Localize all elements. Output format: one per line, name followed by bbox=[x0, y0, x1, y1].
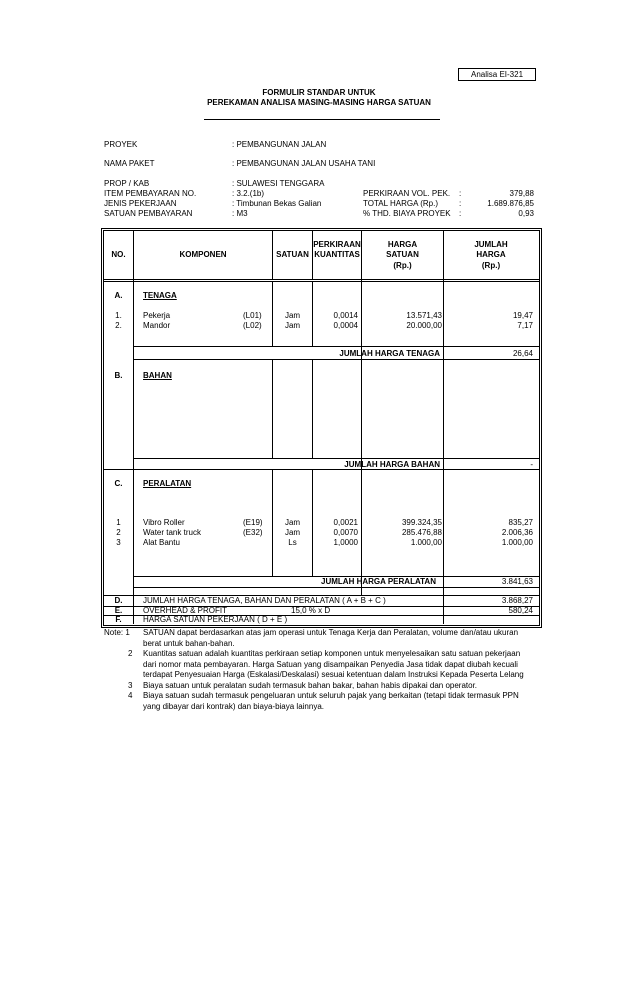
paket-label: NAMA PAKET bbox=[104, 159, 155, 168]
row-total: 1.000,00 bbox=[501, 538, 533, 547]
row-qty: 0,0014 bbox=[333, 311, 358, 320]
pct-value: 0,93 bbox=[518, 209, 534, 218]
subtotal-peralatan-label: JUMLAH HARGA PERALATAN bbox=[321, 577, 436, 586]
item-label: ITEM PEMBAYARAN NO. bbox=[104, 189, 197, 198]
col-header-harga-satuan: SATUAN bbox=[386, 250, 419, 259]
summary-e-formula: 15,0 % x D bbox=[291, 606, 331, 615]
col-header-satuan: SATUAN bbox=[276, 250, 309, 259]
summary-f-label: HARGA SATUAN PEKERJAAN ( D + E ) bbox=[143, 615, 288, 624]
section-b-title: BAHAN bbox=[143, 371, 172, 380]
row-name: Mandor bbox=[143, 321, 171, 330]
row-total: 835,27 bbox=[508, 518, 533, 527]
section-c-title: PERALATAN bbox=[143, 479, 192, 488]
pct-label: % THD. BIAYA PROYEK bbox=[363, 209, 451, 218]
subtotal-bahan-value: - bbox=[530, 460, 533, 469]
note-3: Biaya satuan untuk peralatan sudah termasuk bahan bakar, bahan habis dipakai dan operator. bbox=[143, 681, 478, 690]
summary-d-value: 3.868,27 bbox=[501, 596, 533, 605]
title-divider bbox=[204, 119, 440, 120]
summary-d-label: JUMLAH HARGA TENAGA, BAHAN DAN PERALATAN ( A + B + C ) bbox=[143, 596, 386, 605]
note-4: Biaya satuan sudah termasuk pengeluaran untuk seluruh pajak yang berkaitan (tetapi tidak termasuk PPN yang dibayar dari kontrak) dan biaya-biaya lainnya. bbox=[143, 691, 519, 711]
row-total: 19,47 bbox=[512, 311, 533, 320]
vol-colon: : bbox=[459, 189, 462, 198]
vol-label: PERKIRAAN VOL. PEK. bbox=[363, 189, 451, 198]
row-qty: 0,0004 bbox=[333, 321, 358, 330]
subtotal-tenaga-value: 26,64 bbox=[512, 349, 533, 358]
row-qty: 0,0070 bbox=[333, 528, 358, 537]
section-a-letter: A. bbox=[114, 291, 123, 300]
subtotal-tenaga-label: JUMLAH HARGA TENAGA bbox=[339, 349, 440, 358]
col-header-kuantitas: KUANTITAS bbox=[314, 250, 360, 259]
note-1: SATUAN dapat berdasarkan atas jam operasi untuk Tenaga Kerja dan Peralatan, volume dan/atau ukuran berat untuk bahan-bahan. bbox=[143, 628, 519, 648]
summary-e-label: OVERHEAD & PROFIT bbox=[143, 606, 228, 615]
row-no: 2. bbox=[115, 321, 122, 330]
note-2: Kuantitas satuan adalah kuantitas perkiraan setiap komponen untuk menyelesaikan satu satuan pekerjaan dari nomor mata pembayaran. Harga Satuan yang disampaikan Penyedia Jasa tidak dapat diubah kecuali terdapat Penyesuaian Harga (Eskalasi/Deskalasi) sesuai ketentuan dalam Instruksi Kepada Peserta Lelang bbox=[143, 649, 524, 679]
row-code: (L01) bbox=[243, 311, 262, 320]
row-name: Alat Bantu bbox=[143, 538, 180, 547]
row-name: Water tank truck bbox=[143, 528, 201, 537]
col-header-jumlah: JUMLAH bbox=[474, 240, 508, 249]
paket-value: : PEMBANGUNAN JALAN USAHA TANI bbox=[232, 159, 376, 168]
col-header-harga-rp: (Rp.) bbox=[393, 261, 412, 270]
section-b-letter: B. bbox=[114, 371, 123, 380]
row-no: 1. bbox=[115, 311, 122, 320]
row-no: 3 bbox=[116, 538, 121, 547]
row-qty: 0,0021 bbox=[333, 518, 358, 527]
section-c-letter: C. bbox=[114, 479, 123, 488]
row-price: 285.476,88 bbox=[401, 528, 442, 537]
item-value: : 3.2.(1b) bbox=[232, 189, 265, 198]
jenis-value: : Timbunan Bekas Galian bbox=[232, 199, 322, 208]
row-total: 2.006,36 bbox=[501, 528, 533, 537]
col-header-harga: HARGA bbox=[387, 240, 418, 249]
row-price: 20.000,00 bbox=[406, 321, 442, 330]
total-value: 1.689.876,85 bbox=[487, 199, 534, 208]
note-num-4: 4 bbox=[128, 691, 133, 700]
subtotal-bahan-label: JUMLAH HARGA BAHAN bbox=[344, 460, 440, 469]
col-header-no: NO. bbox=[111, 250, 126, 259]
total-colon: : bbox=[459, 199, 462, 208]
subtotal-peralatan-value: 3.841,63 bbox=[501, 577, 533, 586]
form-title: FORMULIR STANDAR UNTUK bbox=[262, 88, 376, 97]
row-price: 399.324,35 bbox=[401, 518, 442, 527]
row-name: Pekerja bbox=[143, 311, 171, 320]
vol-value: 379,88 bbox=[509, 189, 534, 198]
summary-d-letter: D. bbox=[114, 596, 123, 605]
col-header-jumlah-rp: (Rp.) bbox=[481, 261, 501, 270]
proyek-label: PROYEK bbox=[104, 140, 138, 149]
summary-f-letter: F. bbox=[115, 615, 122, 624]
row-code: (E32) bbox=[243, 528, 263, 537]
pct-colon: : bbox=[459, 209, 462, 218]
table-inner-border bbox=[103, 230, 540, 626]
row-code: (L02) bbox=[243, 321, 262, 330]
note-num-3: 3 bbox=[128, 681, 133, 690]
reference-code: Analisa EI-321 bbox=[458, 68, 536, 81]
notes-prefix: Note: 1 bbox=[104, 628, 130, 637]
row-no: 2 bbox=[116, 528, 121, 537]
jenis-label: JENIS PEKERJAAN bbox=[104, 199, 177, 208]
summary-e-letter: E. bbox=[114, 606, 123, 615]
row-unit: Jam bbox=[284, 518, 301, 527]
row-qty: 1,0000 bbox=[333, 538, 358, 547]
row-unit: Jam bbox=[284, 528, 301, 537]
prop-value: : SULAWESI TENGGARA bbox=[232, 179, 325, 188]
proyek-value: : PEMBANGUNAN JALAN bbox=[232, 140, 327, 149]
col-header-jumlah-harga: HARGA bbox=[476, 250, 506, 259]
satuan-label: SATUAN PEMBAYARAN bbox=[104, 209, 193, 218]
row-total: 7,17 bbox=[517, 321, 533, 330]
summary-e-value: 580,24 bbox=[508, 606, 533, 615]
row-unit: Ls bbox=[288, 538, 297, 547]
col-header-perkiraan: PERKIRAAN bbox=[313, 240, 361, 249]
row-name: Vibro Roller bbox=[143, 518, 185, 527]
satuan-value: : M3 bbox=[232, 209, 248, 218]
row-unit: Jam bbox=[284, 311, 301, 320]
col-header-komponen: KOMPONEN bbox=[179, 250, 227, 259]
row-price: 1.000,00 bbox=[410, 538, 442, 547]
prop-label: PROP / KAB bbox=[104, 179, 150, 188]
row-no: 1 bbox=[116, 518, 121, 527]
row-unit: Jam bbox=[284, 321, 301, 330]
form-subtitle: PEREKAMAN ANALISA MASING-MASING HARGA SATUAN bbox=[207, 98, 431, 107]
row-code: (E19) bbox=[243, 518, 263, 527]
section-a-title: TENAGA bbox=[143, 291, 177, 300]
total-label: TOTAL HARGA (Rp.) bbox=[363, 199, 438, 208]
row-price: 13.571,43 bbox=[406, 311, 442, 320]
note-num-2: 2 bbox=[128, 649, 133, 658]
